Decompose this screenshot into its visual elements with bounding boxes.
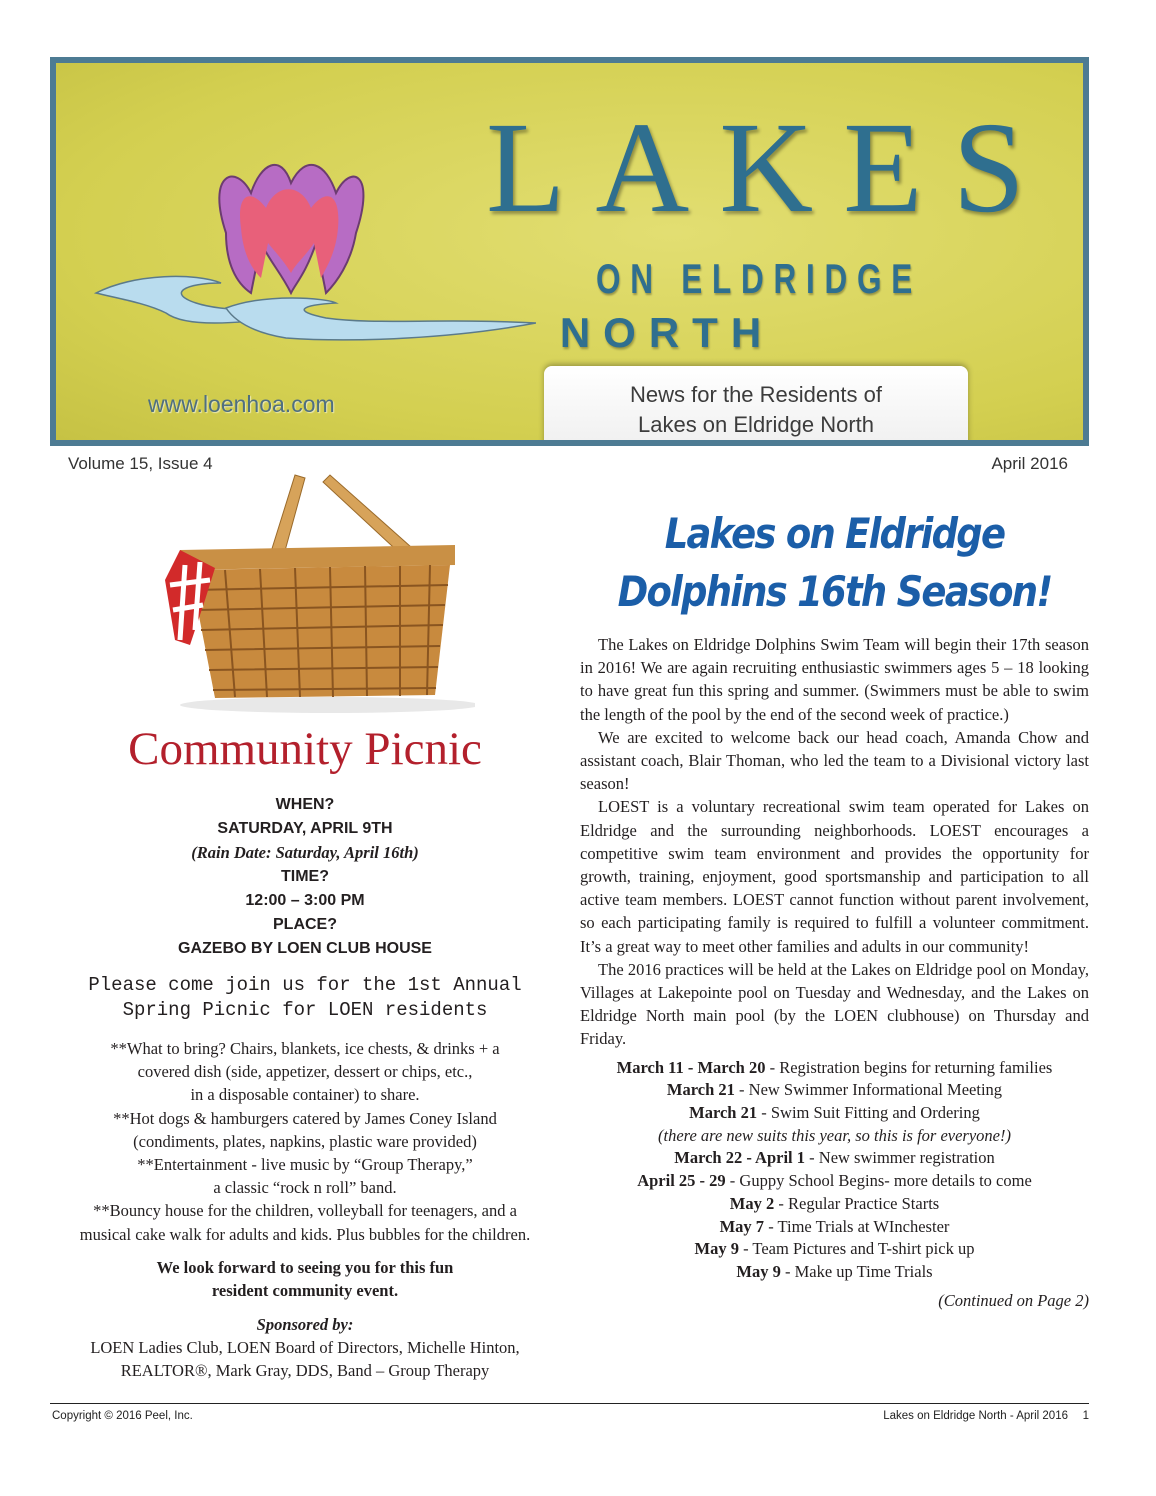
schedule-event: - Team Pictures and T-shirt pick up bbox=[738, 1239, 975, 1259]
invite-text bbox=[50, 973, 560, 1023]
schedule-item bbox=[580, 1261, 1089, 1284]
schedule-item bbox=[580, 1079, 1089, 1102]
schedule-date: May 9 bbox=[736, 1261, 781, 1281]
picnic-section bbox=[50, 793, 560, 1382]
title-line: Dolphins 16th Season! bbox=[617, 567, 1052, 616]
picnic-basket-image bbox=[155, 470, 475, 715]
tagline-line: News for the Residents of bbox=[630, 382, 882, 407]
schedule-note-text: (there are new suits this year, so this is for everyone!) bbox=[657, 1125, 1011, 1145]
place-label: PLACE? bbox=[273, 916, 337, 933]
schedule-date: March 11 - March 20 bbox=[616, 1057, 766, 1077]
rain-date: (Rain Date: Saturday, April 16th) bbox=[191, 843, 419, 862]
detail-line: **Hot dogs & hamburgers catered by James Coney Island bbox=[113, 1108, 497, 1128]
website-link[interactable]: www.loenhoa.com bbox=[148, 391, 335, 417]
masthead-title: LAKES bbox=[486, 96, 1055, 240]
schedule-date: April 25 - 29 bbox=[637, 1171, 726, 1191]
closing-line: resident community event. bbox=[211, 1281, 399, 1301]
tagline-line: Lakes on Eldridge North bbox=[637, 412, 875, 437]
detail-line: in a disposable container) to share. bbox=[190, 1085, 420, 1105]
schedule-date: May 2 bbox=[729, 1193, 775, 1213]
issue-date: April 2016 bbox=[991, 454, 1068, 473]
schedule-event: - Regular Practice Starts bbox=[774, 1193, 940, 1213]
sponsors bbox=[50, 1336, 560, 1382]
detail-line: **What to bring? Chairs, blankets, ice chests, & drinks + a bbox=[110, 1039, 500, 1058]
schedule-event: - Time Trials at WInchester bbox=[764, 1216, 950, 1236]
picnic-details bbox=[50, 1037, 560, 1246]
schedule-event: - Make up Time Trials bbox=[780, 1261, 933, 1281]
footer-title: Lakes on Eldridge North - April 2016 bbox=[883, 1410, 1068, 1422]
time-value: 12:00 – 3:00 PM bbox=[245, 892, 365, 909]
sponsors-line: REALTOR®, Mark Gray, DDS, Band – Group Therapy bbox=[120, 1361, 490, 1381]
when-label: WHEN? bbox=[275, 796, 335, 813]
schedule-item bbox=[580, 1147, 1089, 1170]
closing-line: We look forward to seeing you for this fun bbox=[156, 1257, 454, 1277]
invite-line: Please come join us for the 1st Annual bbox=[88, 974, 522, 996]
schedule-event: - Registration begins for returning families bbox=[765, 1057, 1053, 1077]
masthead-banner bbox=[50, 57, 1089, 446]
schedule-event: - New Swimmer Informational Meeting bbox=[734, 1080, 1003, 1100]
place-value: GAZEBO BY LOEN CLUB HOUSE bbox=[178, 940, 432, 957]
schedule-item bbox=[580, 1193, 1089, 1216]
schedule-item bbox=[580, 1216, 1089, 1239]
swim-article bbox=[580, 505, 1089, 1312]
schedule-item bbox=[580, 1238, 1089, 1261]
footer-copyright: Copyright © 2016 Peel, Inc. bbox=[52, 1410, 193, 1422]
paragraph: LOEST is a voluntary recreational swim team operated for Lakes on Eldridge and the surrounding neighborhoods. LOEST encourages a competitive swim team environment and provides the opportunity for growth, training, enjoyment, good sportsmanship and participation to all active team members. LOEST cannot function without parent involvement, so each participating family is required to fulfill a volunteer commitment. It’s a great way to meet other families and adults in our community! bbox=[580, 797, 1089, 956]
detail-line: musical cake walk for adults and kids. Plus bubbles for the children. bbox=[79, 1224, 531, 1244]
schedule-note bbox=[580, 1125, 1089, 1148]
sponsored-label: Sponsored by: bbox=[256, 1314, 354, 1334]
schedule-event: - New swimmer registration bbox=[805, 1148, 995, 1168]
masthead-subtitle-2: NORTH bbox=[559, 309, 775, 356]
detail-line: **Bouncy house for the children, volleyball for teenagers, and a bbox=[93, 1201, 517, 1221]
schedule-list bbox=[580, 1057, 1089, 1284]
detail-line: covered dish (side, appetizer, dessert or chips, etc., bbox=[137, 1062, 473, 1082]
schedule-date: May 9 bbox=[694, 1239, 739, 1259]
schedule-date: March 21 bbox=[689, 1103, 758, 1123]
schedule-item bbox=[580, 1057, 1089, 1080]
title-line: Lakes on Eldridge bbox=[664, 509, 1005, 558]
paragraph: We are excited to welcome back our head coach, Amanda Chow and assistant coach, Blair Thoman, who led the team to a Divisional victory last season! bbox=[580, 727, 1089, 794]
volume-issue: Volume 15, Issue 4 bbox=[68, 454, 213, 473]
paragraph: The Lakes on Eldridge Dolphins Swim Team will begin their 17th season in 2016! We are again recruiting enthusiastic swimmers ages 5 – 18 looking to have great fun this spring and summer. (Swimmers must be able to swim the length of the pool by the end of the second week of practice.) bbox=[580, 635, 1089, 724]
schedule-event: - Swim Suit Fitting and Ordering bbox=[757, 1103, 980, 1123]
masthead-subtitle-1: ON ELDRIDGE bbox=[596, 255, 923, 302]
continued-note: (Continued on Page 2) bbox=[938, 1290, 1089, 1310]
article-body bbox=[580, 633, 1089, 1051]
tagline-box bbox=[544, 366, 968, 446]
detail-line: a classic “rock n roll” band. bbox=[213, 1178, 397, 1198]
sponsors-line: LOEN Ladies Club, LOEN Board of Directors, Michelle Hinton, bbox=[90, 1337, 520, 1357]
detail-line: (condiments, plates, napkins, plastic ware provided) bbox=[133, 1131, 477, 1151]
when-value: SATURDAY, APRIL 9TH bbox=[217, 820, 393, 837]
time-label: TIME? bbox=[281, 868, 329, 885]
article-title bbox=[611, 505, 1059, 621]
invite-line: Spring Picnic for LOEN residents bbox=[122, 999, 488, 1021]
schedule-item bbox=[580, 1170, 1089, 1193]
picnic-title: Community Picnic bbox=[128, 723, 482, 775]
footer-divider bbox=[50, 1403, 1089, 1404]
schedule-date: May 7 bbox=[719, 1216, 765, 1236]
schedule-event: - Guppy School Begins- more details to come bbox=[725, 1171, 1032, 1191]
detail-line: **Entertainment - live music by “Group Therapy,” bbox=[137, 1155, 473, 1175]
schedule-date: March 21 bbox=[666, 1080, 735, 1100]
schedule-item bbox=[580, 1102, 1089, 1125]
closing-text bbox=[50, 1256, 560, 1303]
page-number: 1 bbox=[1082, 1410, 1089, 1422]
paragraph: The 2016 practices will be held at the Lakes on Eldridge pool on Monday, Villages at Lakepointe pool on Tuesday and Wednesday, and the Lakes on Eldridge North main pool (by the LOEN clubhouse) on Thursday and Friday. bbox=[580, 959, 1089, 1049]
schedule-date: March 22 - April 1 bbox=[674, 1148, 806, 1168]
